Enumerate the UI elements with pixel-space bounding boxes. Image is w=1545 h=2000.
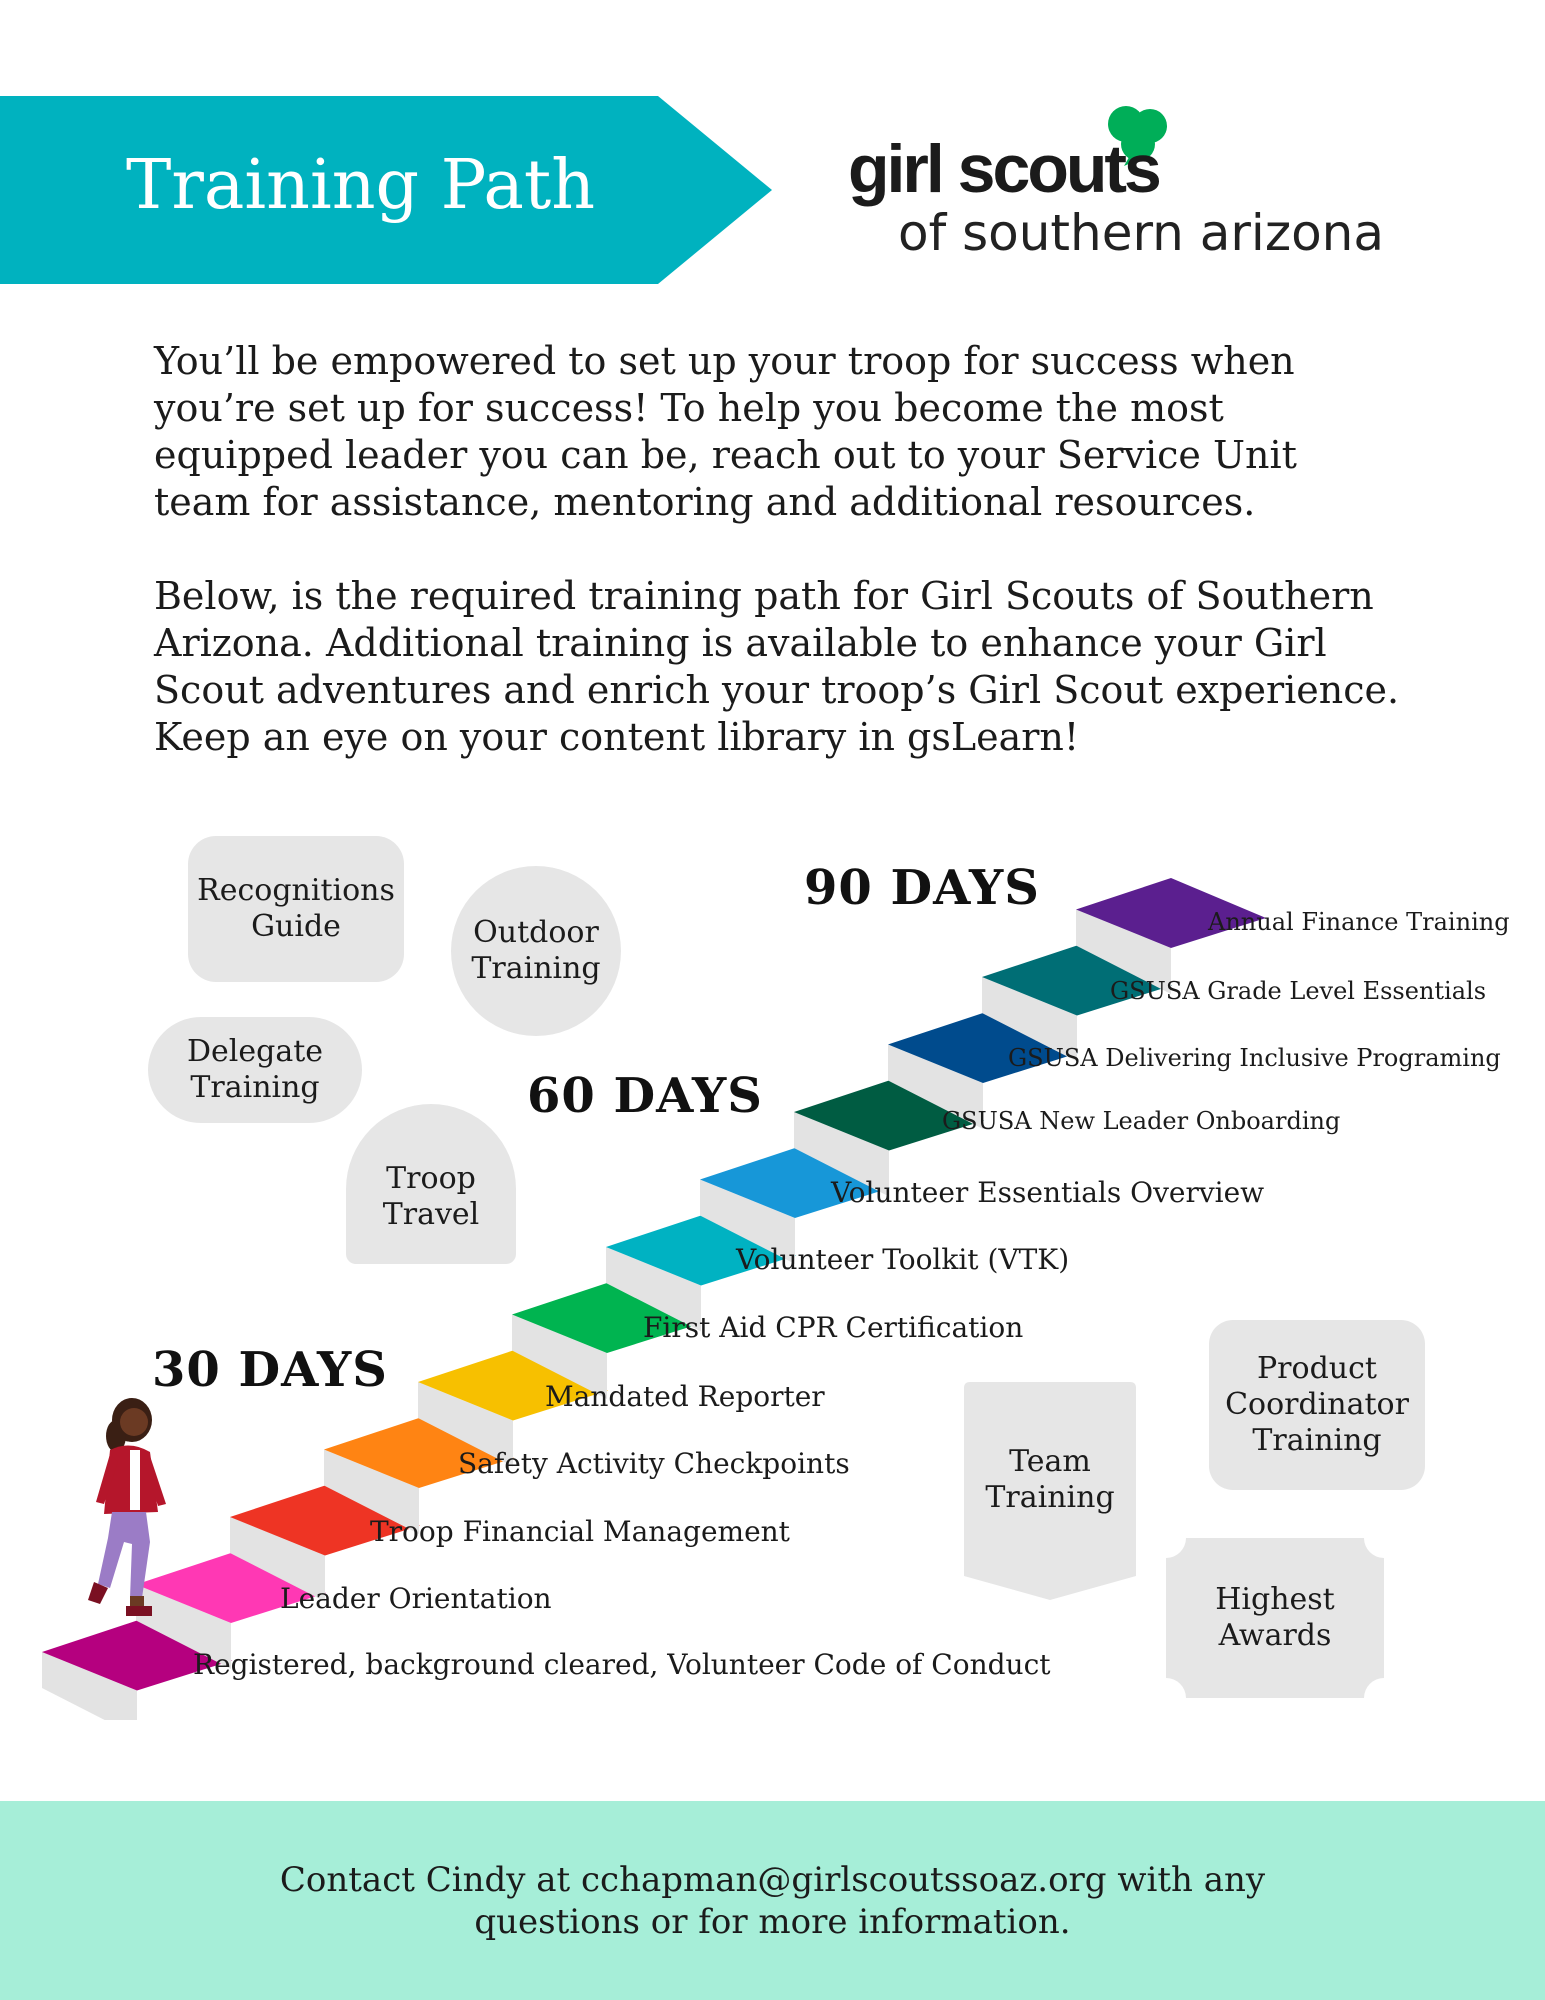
step-label-safety-activity-checkpoints: Safety Activity Checkpoints [458,1447,850,1480]
intro-paragraph-1: You’ll be empowered to set up your troop for success when you’re set up for success! To help you become the most equipped leader you can be, reach out to your Service Unit team for assistance, mentoring and additional resources. [154,339,1297,524]
step-label-leader-orientation: Leader Orientation [280,1582,552,1615]
step-label-grade-level-essentials: GSUSA Grade Level Essentials [1110,977,1487,1005]
step-label-troop-financial-management: Troop Financial Management [370,1515,790,1548]
page-title: Training Path [126,146,595,225]
step-label-registered: Registered, background cleared, Volunteer Code of Conduct [193,1648,1051,1681]
intro-text [154,338,1404,808]
product-coordinator-training-bubble: Product Coordinator Training [1209,1320,1425,1490]
step-label-volunteer-toolkit: Volunteer Toolkit (VTK) [736,1243,1070,1276]
girl-scout-figure-icon [70,1392,180,1632]
logo-text-southern-arizona: of southern arizona [898,204,1384,262]
milestone-30-days: 30 DAYS [152,1342,388,1398]
recognitions-guide-bubble: Recognitions Guide [188,836,404,982]
title-banner [0,96,772,284]
milestone-90-days: 90 DAYS [804,860,1040,916]
step-label-inclusive-programing: GSUSA Delivering Inclusive Programing [1008,1044,1501,1072]
troop-travel-bubble: Troop Travel [346,1104,516,1264]
step-label-first-aid-cpr: First Aid CPR Certification [643,1311,1024,1344]
highest-awards-bubble: Highest Awards [1215,1582,1335,1653]
step-label-mandated-reporter: Mandated Reporter [545,1380,825,1413]
intro-paragraph-2: Below, is the required training path for Girl Scouts of Southern Arizona. Additional training is available to enhance your Girl Scout adventures and enrich your troop’s Girl Scout experience. Keep an eye on your content library in gsLearn! [154,574,1400,759]
contact-text: Contact Cindy at cchapman@girlscoutssoaz.org with any questions or for more information. [279,1859,1266,1942]
delegate-training-bubble: Delegate Training [148,1017,362,1123]
outdoor-training-bubble: Outdoor Training [451,866,621,1036]
step-label-annual-finance: Annual Finance Training [1208,908,1510,936]
step-label-volunteer-essentials: Volunteer Essentials Overview [831,1176,1265,1209]
contact-footer [0,1801,1545,2000]
step-label-new-leader-onboarding: GSUSA New Leader Onboarding [942,1107,1341,1135]
milestone-60-days: 60 DAYS [527,1068,763,1124]
team-training-bubble: Team Training [985,1444,1115,1515]
girl-scouts-logo [848,100,1408,270]
logo-text-girl-scouts: girl scouts [848,131,1159,207]
